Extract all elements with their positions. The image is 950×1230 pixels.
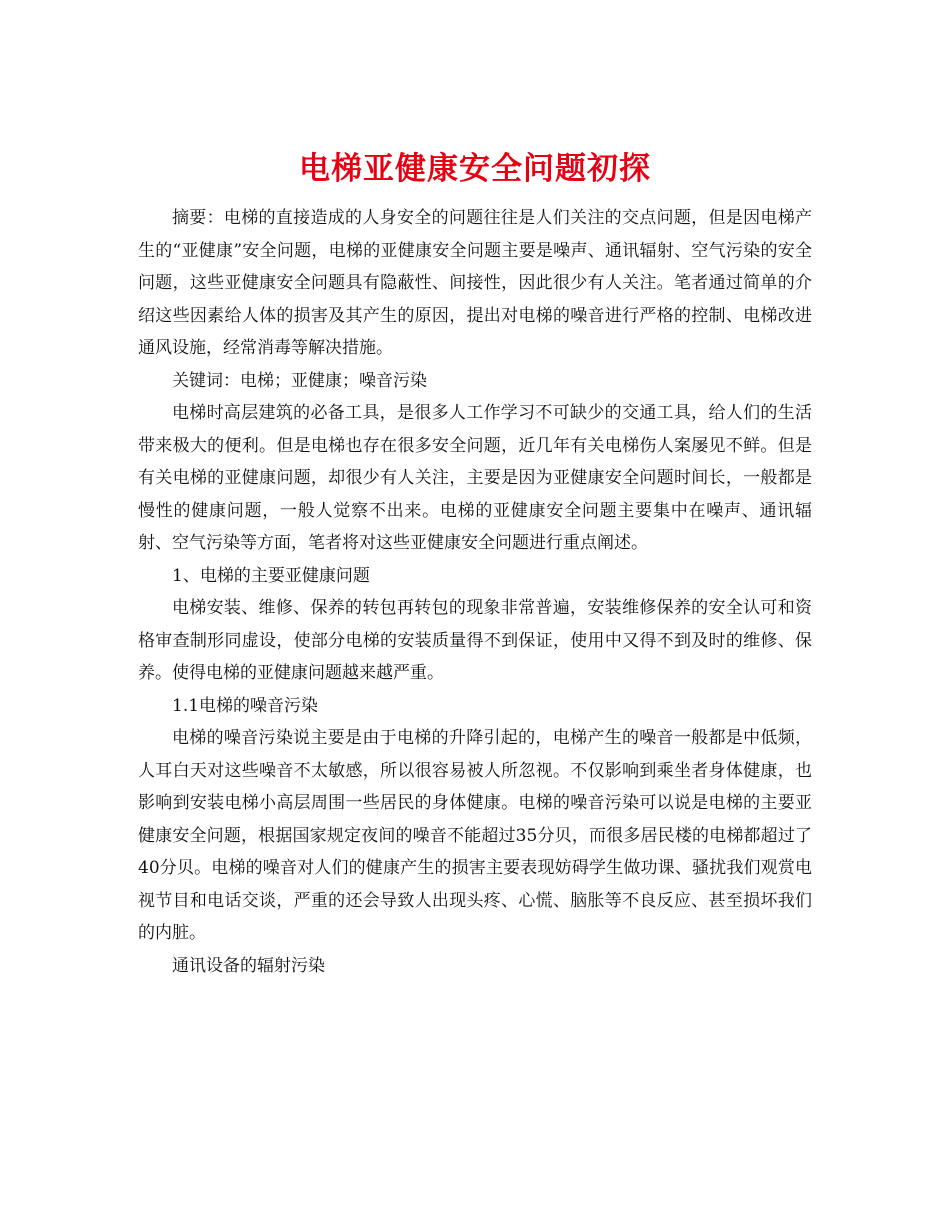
section-heading-1: 1、电梯的主要亚健康问题 xyxy=(172,565,370,586)
section-heading-radiation: 通讯设备的辐射污染 xyxy=(172,955,325,976)
document-body xyxy=(138,202,812,982)
abstract-paragraph: 摘要：电梯的直接造成的人身安全的问题往往是人们关注的交点问题，但是因电梯产生的“亚健康”安全问题，电梯的亚健康安全问题主要是噪声、通讯辐射、空气污染的安全问题，这些亚健康安全问题具有隐蔽性、间接性，因此很少有人关注。笔者通过简单的介绍这些因素给人体的损害及其产生的原因，提出对电梯的噪音进行严格的控制、电梯改进通风设施，经常消毒等解决措施。 xyxy=(138,208,812,358)
noise-paragraph: 电梯的噪音污染说主要是由于电梯的升降引起的，电梯产生的噪音一般都是中低频，人耳白天对这些噪音不太敏感，所以很容易被人所忽视。不仅影响到乘坐者身体健康，也影响到安装电梯小高层周围一些居民的身体健康。电梯的噪音污染可以说是电梯的主要亚健康安全问题，根据国家规定夜间的噪音不能超过35分贝，而很多居民楼的电梯都超过了40分贝。电梯的噪音对人们的健康产生的损害主要表现妨碍学生做功课、骚扰我们观赏电视节目和电话交谈，严重的还会导致人出现头疼、心慌、脑胀等不良反应、甚至损坏我们的内脏。 xyxy=(138,728,812,943)
keywords-line: 关键词：电梯；亚健康；噪音污染 xyxy=(172,370,427,391)
section-1-paragraph: 电梯安装、维修、保养的转包再转包的现象非常普遍，安装维修保养的安全认可和资格审查制形同虚设，使部分电梯的安装质量得不到保证，使用中又得不到及时的维修、保养。使得电梯的亚健康问题越来越严重。 xyxy=(138,598,812,683)
section-heading-1-1: 1.1电梯的噪音污染 xyxy=(172,695,319,716)
document-title: 电梯亚健康安全问题初探 xyxy=(299,150,651,187)
intro-paragraph: 电梯时高层建筑的必备工具，是很多人工作学习不可缺少的交通工具，给人们的生活带来极大的便利。但是电梯也存在很多安全问题，近几年有关电梯伤人案屡见不鲜。但是有关电梯的亚健康问题，却很少有人关注，主要是因为亚健康安全问题时间长，一般都是慢性的健康问题，一般人觉察不出来。电梯的亚健康安全问题主要集中在噪声、通讯辐射、空气污染等方面，笔者将对这些亚健康安全问题进行重点阐述。 xyxy=(138,403,812,553)
